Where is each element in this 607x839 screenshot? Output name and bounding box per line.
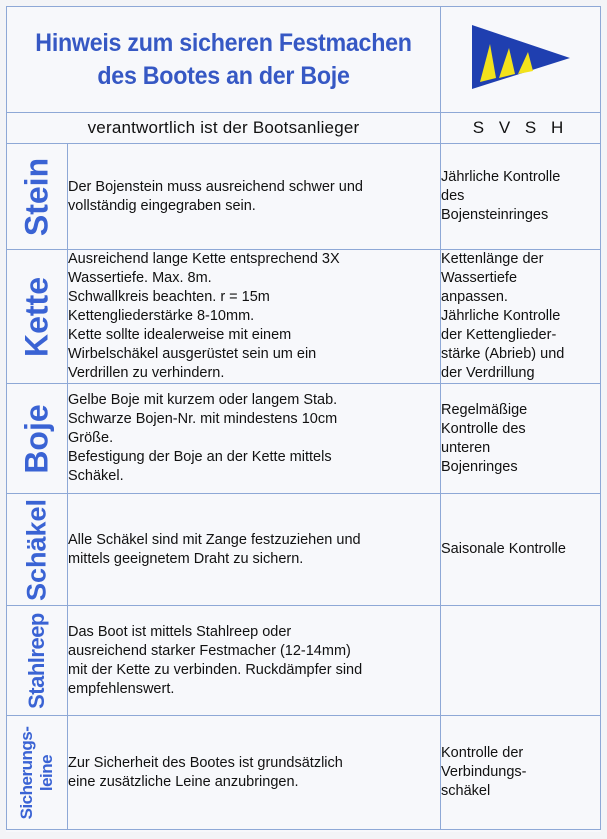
description-line: Kette sollte idealerweise mit einem [68,327,292,343]
row-control-empty [441,606,601,716]
page-title [22,27,425,93]
row-description [68,384,441,494]
club-abbreviation: S V S H [441,113,601,144]
row-description [68,716,441,830]
description-line: vollständig eingegraben sein. [68,197,256,214]
title-cell [7,7,441,113]
mooring-guidelines-table [6,6,601,830]
description-line: Wirbelschäkel ausgerüstet sein um ein [68,346,317,362]
control-line: Bojenringes [441,458,518,475]
description-line: ausreichend starker Festmacher (12-14mm) [68,642,351,659]
subtitle-row [7,113,601,144]
description-line: Der Bojenstein muss ausreichend schwer und [68,178,363,195]
club-pennant-icon [469,22,573,92]
control-line: Kettenlänge der [441,251,544,267]
table-row [7,606,601,716]
description-line: mittels geeignetem Draht zu sichern. [68,550,304,567]
title-row [7,7,601,113]
table-row [7,384,601,494]
row-label-boje: Boje [18,403,55,474]
description-line: Schwarze Bojen-Nr. mit mindestens 10cm [68,411,338,427]
logo-cell [441,7,601,113]
row-label-cell [7,250,68,384]
description-line: Ausreichend lange Kette entsprechend 3X [68,251,340,267]
control-line: Regelmäßige [441,401,528,418]
table-row [7,494,601,606]
row-description [68,144,441,250]
row-description [68,494,441,606]
row-label-cell [7,606,68,716]
description-line: Wassertiefe. Max. 8m. [68,270,212,286]
control-line: unteren [441,439,491,456]
control-line: stärke (Abrieb) und [441,346,565,362]
title-line-2: des Bootes an der Boje [97,61,350,90]
control-line: Verbindungs- [441,764,527,780]
description-line: Schwallkreis beachten. r = 15m [68,289,270,305]
control-line: Jährliche Kontrolle [441,169,561,185]
row-label-cell [7,494,68,606]
description-line: Verdrillen zu verhindern. [68,365,225,381]
control-line: Jährliche Kontrolle [441,308,561,324]
row-label-stahlreep: Stahlreep [24,612,49,709]
control-line: Kontrolle der [441,745,524,761]
control-line: der Kettenglieder- [441,327,557,343]
row-label-kette: Kette [18,276,55,357]
row-label-sicherungsleine [17,726,57,819]
control-line: Wassertiefe [441,270,518,286]
control-line: Saisonale Kontrolle [441,541,566,557]
description-line: empfehlenswert. [68,680,175,697]
row-control [441,494,601,606]
control-line: Bojensteinringes [441,207,549,223]
description-line: Zur Sicherheit des Bootes ist grundsätzlich [68,754,343,771]
row-label-cell [7,144,68,250]
description-line: mit der Kette zu verbinden. Ruckdämpfer sind [68,661,363,678]
control-line: Kontrolle des [441,420,526,437]
control-line: schäkel [441,783,491,799]
description-line: Das Boot ist mittels Stahlreep oder [68,623,292,640]
row-control [441,384,601,494]
row-control [441,144,601,250]
row-label-cell [7,716,68,830]
table-row [7,250,601,384]
control-line: des [441,188,465,204]
description-line: Kettengliederstärke 8-10mm. [68,308,255,324]
table-row [7,144,601,250]
description-line: Alle Schäkel sind mit Zange festzuziehen und [68,531,361,548]
row-description [68,250,441,384]
description-line: Schäkel. [68,468,124,484]
row-label-schaekel: Schäkel [21,498,52,601]
table-row [7,716,601,830]
row-label-cell [7,384,68,494]
description-line: eine zusätzliche Leine anzubringen. [68,773,299,790]
description-line: Größe. [68,430,114,446]
responsibility-note: verantwortlich ist der Bootsanlieger [7,113,441,144]
label-line: leine [37,754,56,791]
row-description [68,606,441,716]
title-line-1: Hinweis zum sicheren Festmachen [35,28,412,57]
control-line: anpassen. [441,289,508,305]
label-line: Sicherungs- [17,726,36,819]
description-line: Befestigung der Boje an der Kette mittels [68,449,332,465]
control-line: der Verdrillung [441,365,535,381]
row-label-stein: Stein [18,157,55,236]
description-line: Gelbe Boje mit kurzem oder langem Stab. [68,392,338,408]
row-control [441,716,601,830]
row-control [441,250,601,384]
